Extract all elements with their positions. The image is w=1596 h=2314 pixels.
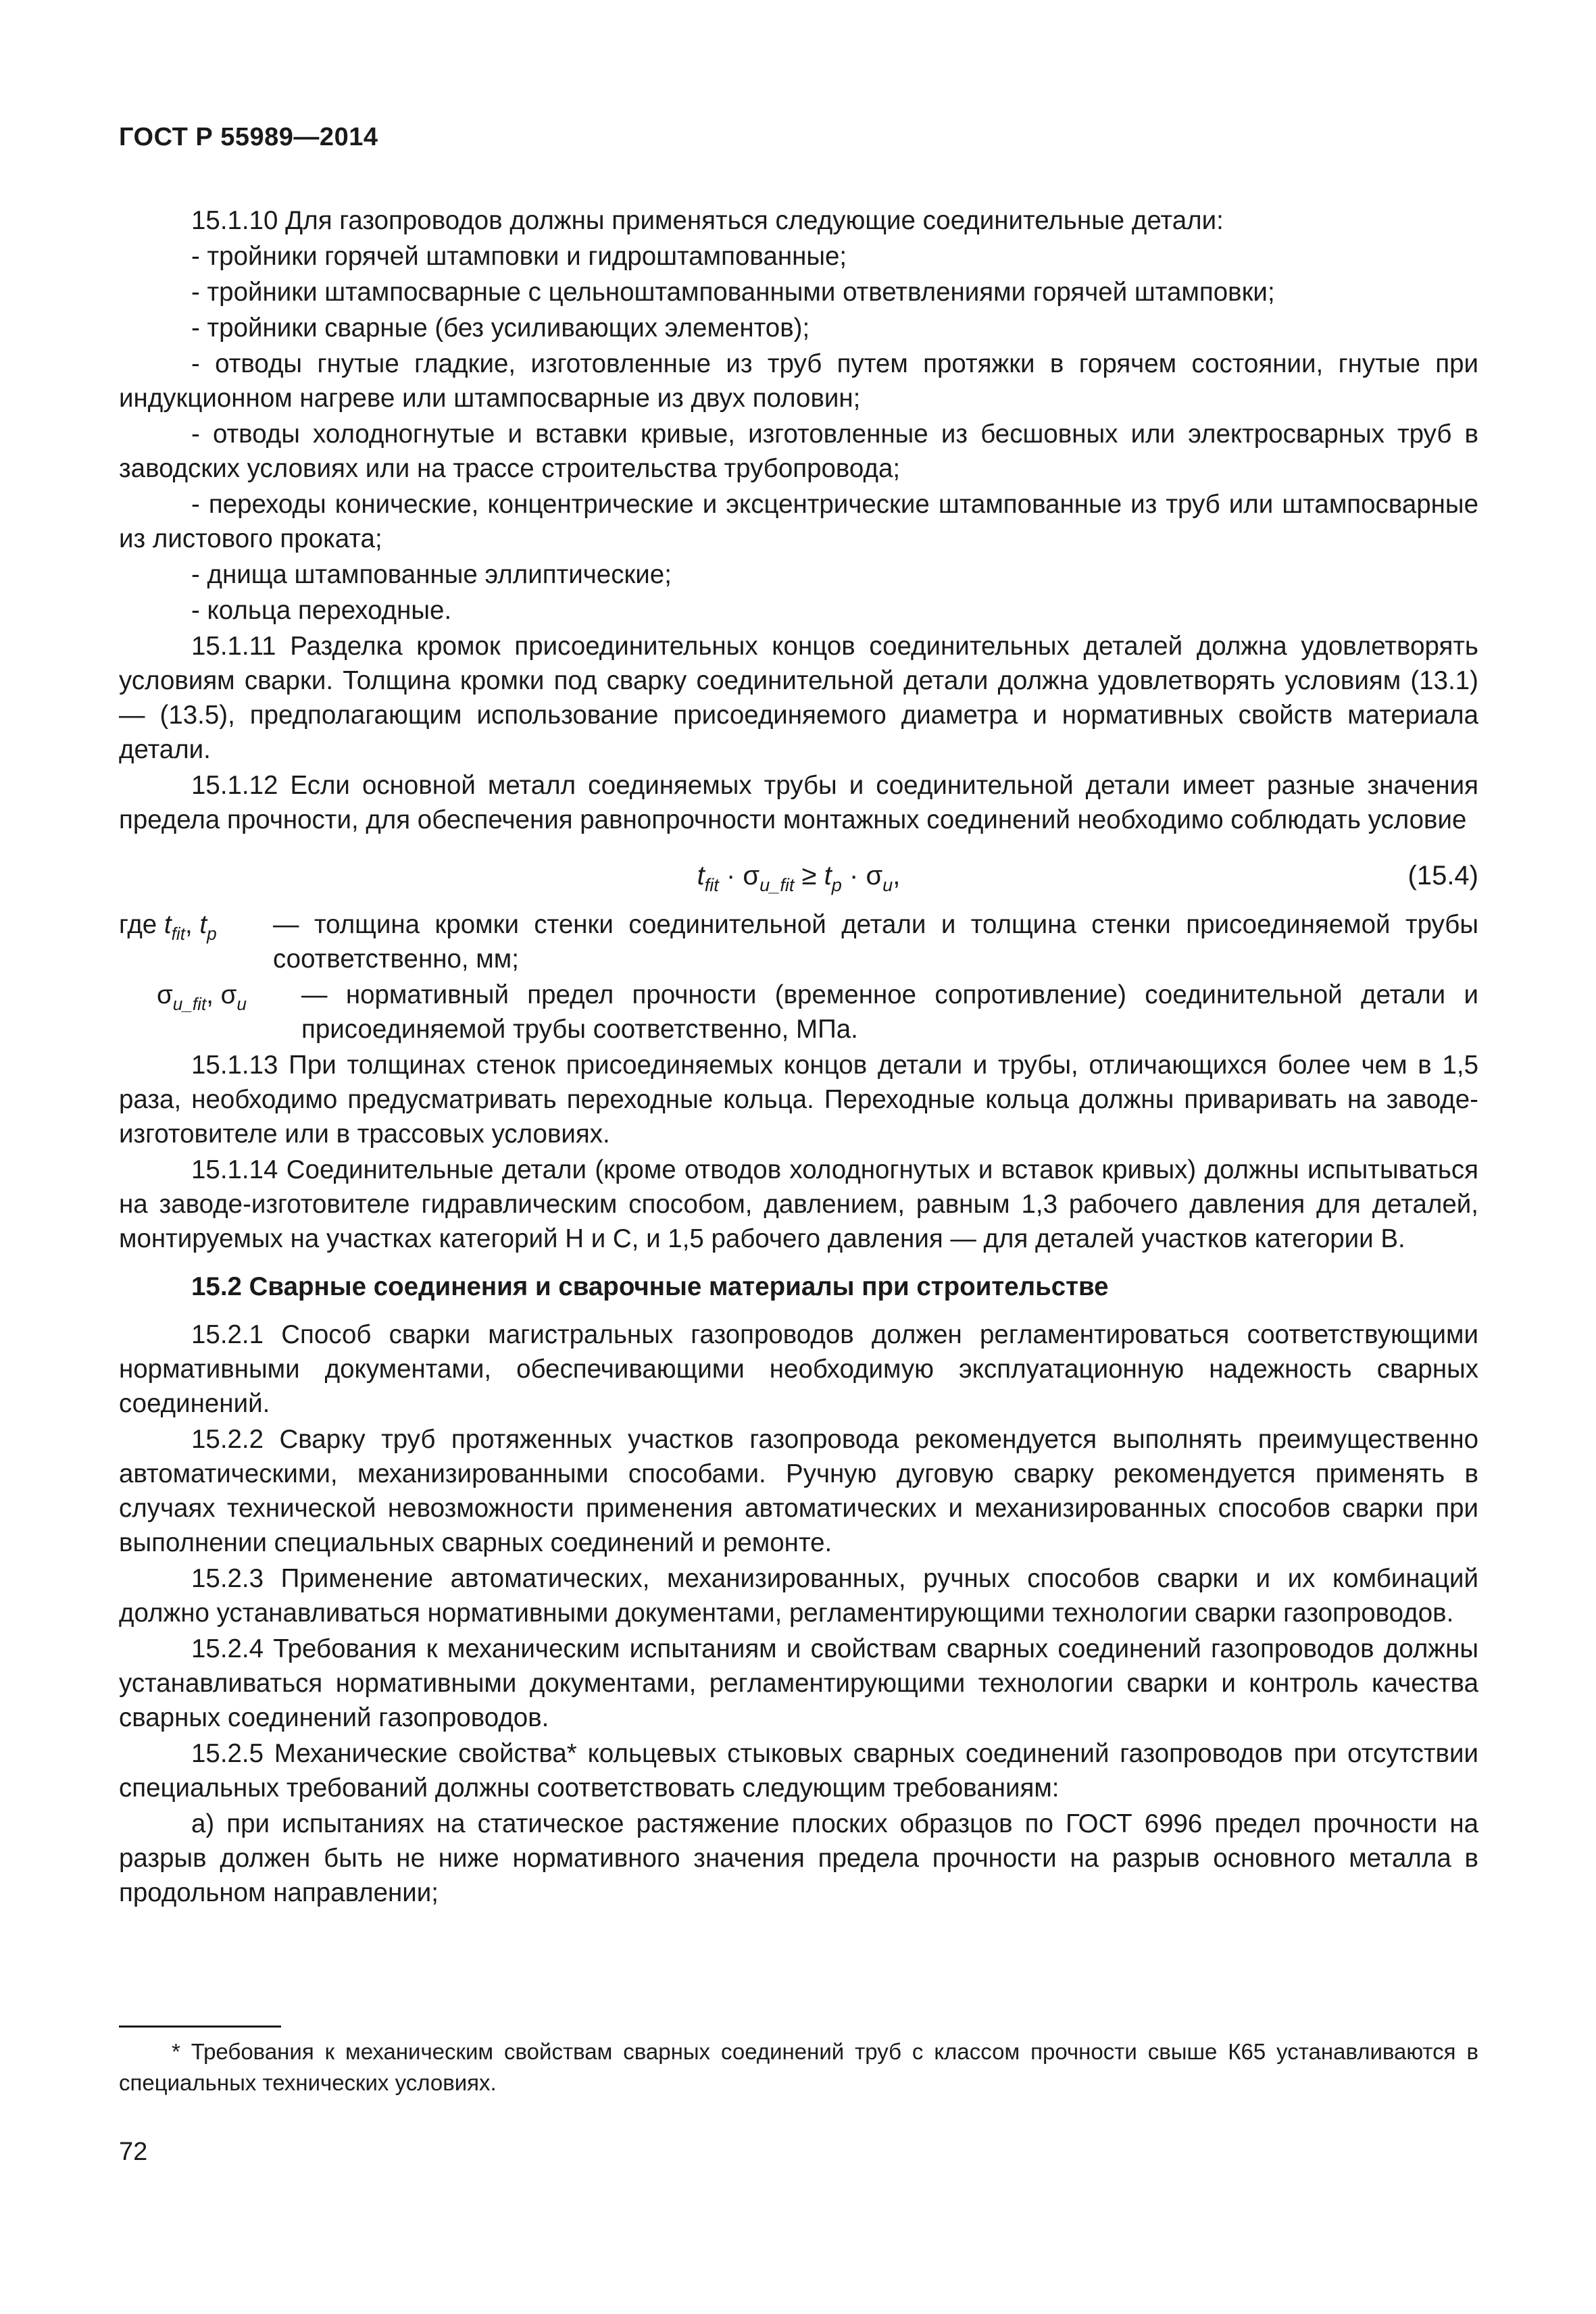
list-item: - днища штампованные эллиптические; bbox=[191, 560, 672, 589]
paragraph-15-2-4: 15.2.4 Требования к механическим испытаниям и свойствам сварных соединений газопроводов должны устанавливаться нормативными документами, регламентирующими технологии сварки и контроль качества сварных соединений газопроводов. bbox=[119, 1634, 1478, 1732]
list-item: - тройники сварные (без усиливающих элементов); bbox=[191, 313, 810, 343]
section-heading: 15.2 Сварные соединения и сварочные материалы при строительстве bbox=[191, 1272, 1109, 1301]
paragraph-15-1-11: 15.1.11 Разделка кромок присоединительных концов соединительных деталей должна удовлетворять условиям сварки. Толщина кромки под сварку соединительной детали должна удовлетворять условиям (13.1) — (13.5), предполагающим использование присоединяемого диаметра и нормативных свойств материала детали. bbox=[119, 632, 1478, 764]
footnote: * Требования к механическим свойствам сварных соединений труб с классом прочности свыше К65 устанавливаются в специальных технических условиях. bbox=[119, 2039, 1478, 2095]
document-header: ГОСТ Р 55989—2014 bbox=[119, 123, 378, 151]
where-definition: — нормативный предел прочности (временное сопротивление) соединительной детали и присоединяемой трубы соответственно, МПа. bbox=[301, 980, 1478, 1044]
where-definition: — толщина кромки стенки соединительной детали и толщина стенки присоединяемой трубы соответственно, мм; bbox=[273, 910, 1478, 974]
list-item-a: а) при испытаниях на статическое растяжение плоских образцов по ГОСТ 6996 предел прочности на разрыв должен быть не ниже нормативного значения предела прочности на разрыв основного металла в продольном направлении; bbox=[119, 1809, 1478, 1907]
where-block bbox=[119, 907, 1478, 1047]
paragraph-15-2-1: 15.2.1 Способ сварки магистральных газопроводов должен регламентироваться соответствующими нормативными документами, обеспечивающими необходимую эксплуатационную надежность сварных соединений. bbox=[119, 1320, 1478, 1418]
paragraph-15-2-2: 15.2.2 Сварку труб протяженных участков газопровода рекомендуется выполнять преимущественно автоматическими, механизированными способами. Ручную дуговую сварку рекомендуется применять в случаях технической невозможности применения автоматических и механизированных способов сварки при выполнении специальных сварных соединений и ремонте. bbox=[119, 1425, 1478, 1557]
formula-number: (15.4) bbox=[1407, 861, 1478, 890]
paragraph-15-2-5: 15.2.5 Механические свойства* кольцевых стыковых сварных соединений газопроводов при отсутствии специальных требований должны соответствовать следующим требованиям: bbox=[119, 1739, 1478, 1803]
list-item: - кольца переходные. bbox=[191, 596, 452, 625]
list-item: - отводы холодногнутые и вставки кривые, изготовленные из бесшовных или электросварных труб в заводских условиях или на трассе строительства трубопровода; bbox=[119, 420, 1478, 483]
paragraph-15-1-12: 15.1.12 Если основной металл соединяемых трубы и соединительной детали имеет разные значения предела прочности, для обеспечения равнопрочности монтажных соединений необходимо соблюдать условие bbox=[119, 771, 1478, 834]
where-lead-symbols: $\sigma_{u\_fit}$, $\sigma_u$ bbox=[157, 980, 247, 1014]
list-item: - переходы конические, концентрические и эксцентрические штампованные из труб или штампосварные из листового проката; bbox=[119, 490, 1478, 553]
paragraph-15-1-10: 15.1.10 Для газопроводов должны применяться следующие соединительные детали: bbox=[191, 206, 1224, 235]
where-row-strength bbox=[119, 978, 1478, 1047]
paragraph-15-1-13: 15.1.13 При толщинах стенок присоединяемых концов детали и трубы, отличающихся более чем в 1,5 раза, необходимо предусматривать переходные кольца. Переходные кольца должны приваривать на заводе-изготовителе или в трассовых условиях. bbox=[119, 1051, 1478, 1149]
paragraph-15-1-14: 15.1.14 Соединительные детали (кроме отводов холодногнутых и вставок кривых) должны испытываться на заводе-изготовителе гидравлическим способом, давлением, равным 1,3 рабочего давления для деталей, монтируемых на участках категорий Н и С, и 1,5 рабочего давления — для деталей участков категории В. bbox=[119, 1155, 1478, 1253]
formula-15-4 bbox=[119, 852, 1478, 901]
list-item: - отводы гнутые гладкие, изготовленные из труб путем протяжки в горячем состоянии, гнутые при индукционном нагреве или штампосварные из двух половин; bbox=[119, 349, 1478, 413]
document-body bbox=[119, 203, 1478, 1911]
paragraph-15-2-3: 15.2.3 Применение автоматических, механизированных, ручных способов сварки и их комбинаций должно устанавливаться нормативными документами, регламентирующими технологии сварки газопроводов. bbox=[119, 1564, 1478, 1628]
where-lead-symbols: где $t_{fit}$, $t_p$ bbox=[119, 910, 217, 944]
list-item: - тройники штампосварные с цельноштампованными ответвлениями горячей штамповки; bbox=[191, 278, 1275, 307]
formula-expression: $t_{fit} \cdot \sigma_{u\_fit} \ge t_p \cdot \sigma_u$, bbox=[697, 861, 901, 895]
page-number: 72 bbox=[119, 2138, 148, 2166]
list-item: - тройники горячей штамповки и гидроштампованные; bbox=[191, 242, 847, 271]
where-row-thickness bbox=[119, 907, 1478, 976]
footnote-divider bbox=[119, 2026, 281, 2028]
